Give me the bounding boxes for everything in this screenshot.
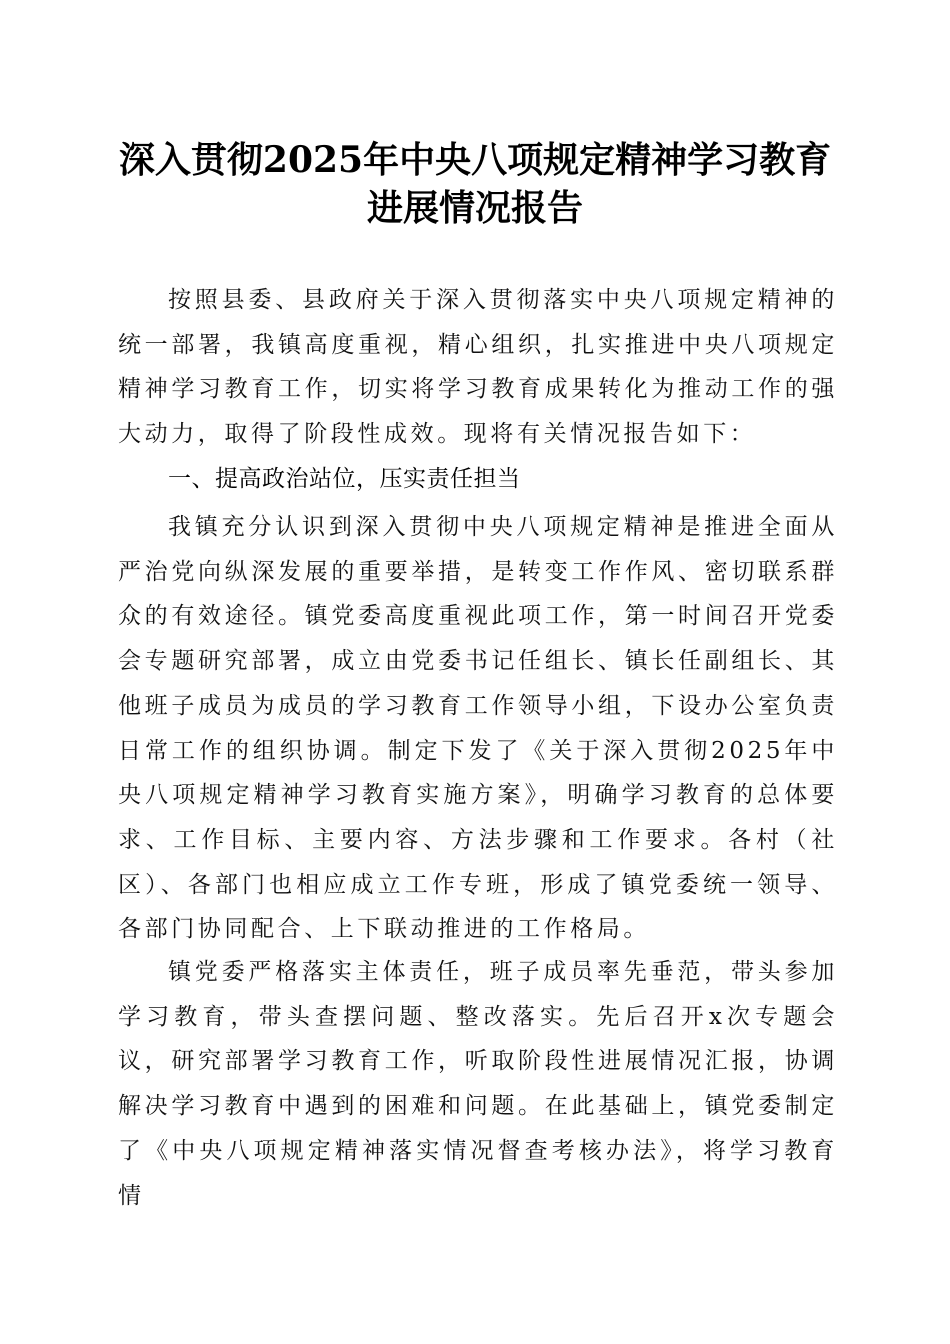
body-paragraph: 我镇充分认识到深入贯彻中央八项规定精神是推进全面从严治党向纵深发展的重要举措，是转变工作作风、密切联系群众的有效途径。镇党委高度重视此项工作，第一时间召开党委会专题研究部署，成立由党委书记任组长、镇长任副组长、其他班子成员为成员的学习教育工作领导小组，下设办公室负责日常工作的组织协调。制定下发了《关于深入贯彻2025年中央八项规定精神学习教育实施方案》，明确学习教育的总体要求、工作目标、主要内容、方法步骤和工作要求。各村（社区）、各部门也相应成立工作专班，形成了镇党委统一领导、各部门协同配合、上下联动推进的工作格局。 — [118, 514, 838, 943]
intro-paragraph: 按照县委、县政府关于深入贯彻落实中央八项规定精神的统一部署，我镇高度重视，精心组织，扎实推进中央八项规定精神学习教育工作，切实将学习教育成果转化为推动工作的强大动力，取得了阶段性成效。现将有关情况报告如下： — [118, 287, 838, 448]
body-paragraph: 镇党委严格落实主体责任，班子成员率先垂范，带头参加学习教育，带头查摆问题、整改落实。先后召开x次专题会议，研究部署学习教育工作，听取阶段性进展情况汇报，协调解决学习教育中遇到的困难和问题。在此基础上，镇党委制定了《中央八项规定精神落实情况督查考核办法》，将学习教育情 — [118, 959, 838, 1209]
section-heading: 一、提高政治站位，压实责任担当 — [168, 466, 521, 492]
document-title-line-2: 进展情况报告 — [366, 187, 583, 229]
document-title-line-1: 深入贯彻2025年中央八项规定精神学习教育 — [118, 139, 832, 181]
